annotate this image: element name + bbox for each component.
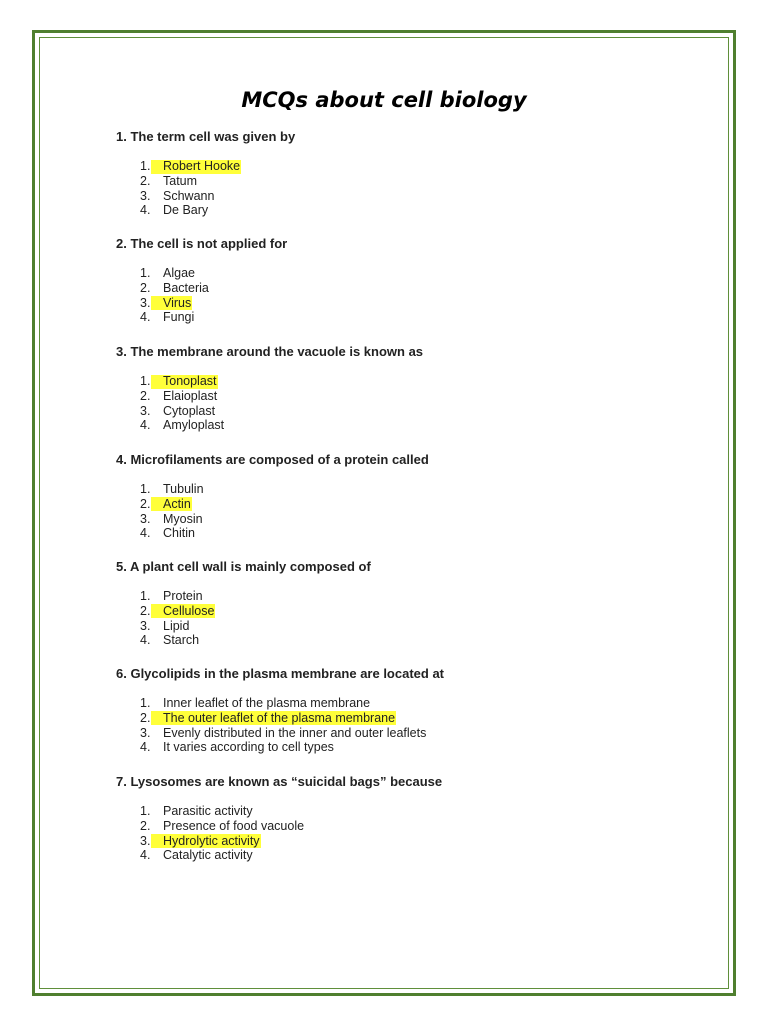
question-text: 5. A plant cell wall is mainly composed of	[116, 559, 371, 574]
option-number: 3.	[140, 295, 151, 310]
option	[116, 482, 716, 497]
question-text: 1. The term cell was given by	[116, 129, 296, 144]
option	[116, 740, 716, 755]
option-text: Virus	[163, 295, 192, 310]
option-text: It varies according to cell types	[163, 740, 334, 755]
question-text: 6. Glycolipids in the plasma membrane are located at	[116, 666, 445, 681]
question-block	[116, 665, 716, 755]
option-text: Robert Hooke	[163, 159, 241, 173]
option-list	[116, 804, 716, 863]
option	[116, 589, 716, 604]
option-text: Inner leaflet of the plasma membrane	[163, 696, 371, 710]
option-text: Protein	[163, 589, 203, 603]
question-block	[116, 451, 716, 541]
option-number: 1.	[140, 374, 151, 388]
option-number: 4.	[140, 203, 151, 218]
option-number: 1.	[140, 589, 151, 603]
option-text: Bacteria	[163, 280, 209, 295]
correct-option	[116, 604, 716, 619]
option-list	[116, 266, 716, 325]
option-list	[116, 159, 716, 218]
question-text: 2. The cell is not applied for	[116, 236, 288, 251]
option-list	[116, 589, 716, 648]
option-number: 4.	[140, 526, 151, 541]
option	[116, 619, 716, 634]
option-number: 1.	[140, 482, 151, 496]
option-text: De Bary	[163, 203, 209, 218]
option-text: Tubulin	[163, 482, 204, 496]
option-list	[116, 482, 716, 541]
option-text: Cytoplast	[163, 403, 216, 418]
option-text: Amyloplast	[163, 418, 225, 433]
option-text: The outer leaflet of the plasma membrane	[163, 710, 396, 725]
option-number: 3.	[140, 403, 151, 418]
option	[116, 726, 716, 741]
option-text: Parasitic activity	[163, 804, 253, 818]
question-block	[116, 343, 716, 433]
option-number: 1.	[140, 266, 151, 280]
option-number: 2.	[140, 388, 151, 403]
option-number: 4.	[140, 418, 151, 433]
option-number: 4.	[140, 740, 151, 755]
option-number: 4.	[140, 310, 151, 325]
option-number: 2.	[140, 710, 151, 725]
correct-option	[116, 296, 716, 311]
question-block	[116, 558, 716, 648]
option	[116, 526, 716, 541]
option	[116, 310, 716, 325]
option-number: 2.	[140, 496, 151, 511]
question-text: 4. Microfilaments are composed of a protein called	[116, 452, 429, 467]
question-block	[116, 773, 716, 863]
correct-option	[116, 497, 716, 512]
option-text: Chitin	[163, 526, 195, 541]
option-text: Tonoplast	[163, 374, 217, 388]
option	[116, 281, 716, 296]
option-number: 3.	[140, 618, 151, 633]
option	[116, 418, 716, 433]
option-text: Evenly distributed in the inner and outer leaflets	[163, 725, 427, 740]
option-number: 2.	[140, 173, 151, 188]
correct-option	[116, 159, 716, 174]
question-text: 3. The membrane around the vacuole is known as	[116, 344, 424, 359]
question-block	[116, 128, 716, 218]
option-number: 4.	[140, 633, 151, 648]
question-block	[116, 235, 716, 325]
option	[116, 389, 716, 404]
option-text: Fungi	[163, 310, 195, 325]
option-text: Actin	[163, 496, 191, 511]
option-text: Schwann	[163, 188, 215, 203]
option	[116, 266, 716, 281]
option-text: Cellulose	[163, 603, 215, 618]
option	[116, 512, 716, 527]
option-number: 2.	[140, 818, 151, 833]
option-number: 1.	[140, 696, 151, 710]
option-text: Algae	[163, 266, 195, 280]
option-text: Hydrolytic activity	[163, 833, 260, 848]
option-text: Catalytic activity	[163, 848, 253, 863]
option-number: 3.	[140, 188, 151, 203]
option	[116, 633, 716, 648]
option-number: 2.	[140, 603, 151, 618]
correct-option	[116, 711, 716, 726]
option-list	[116, 374, 716, 433]
option	[116, 819, 716, 834]
option	[116, 848, 716, 863]
option	[116, 696, 716, 711]
option	[116, 804, 716, 819]
question-text: 7. Lysosomes are known as “suicidal bags” because	[116, 774, 443, 789]
option	[116, 174, 716, 189]
option-text: Presence of food vacuole	[163, 818, 305, 833]
option-text: Myosin	[163, 511, 203, 526]
option-number: 3.	[140, 833, 151, 848]
option-number: 1.	[140, 804, 151, 818]
correct-option	[116, 834, 716, 849]
option	[116, 189, 716, 204]
option-text: Elaioplast	[163, 388, 218, 403]
option-text: Starch	[163, 633, 200, 648]
option-text: Tatum	[163, 173, 198, 188]
document-title: MCQs about cell biology	[241, 88, 527, 112]
option-number: 3.	[140, 511, 151, 526]
option-number: 1.	[140, 159, 151, 173]
option	[116, 404, 716, 419]
option	[116, 203, 716, 218]
option-number: 4.	[140, 848, 151, 863]
option-list	[116, 696, 716, 755]
option-text: Lipid	[163, 618, 190, 633]
option-number: 2.	[140, 280, 151, 295]
option-number: 3.	[140, 725, 151, 740]
correct-option	[116, 374, 716, 389]
